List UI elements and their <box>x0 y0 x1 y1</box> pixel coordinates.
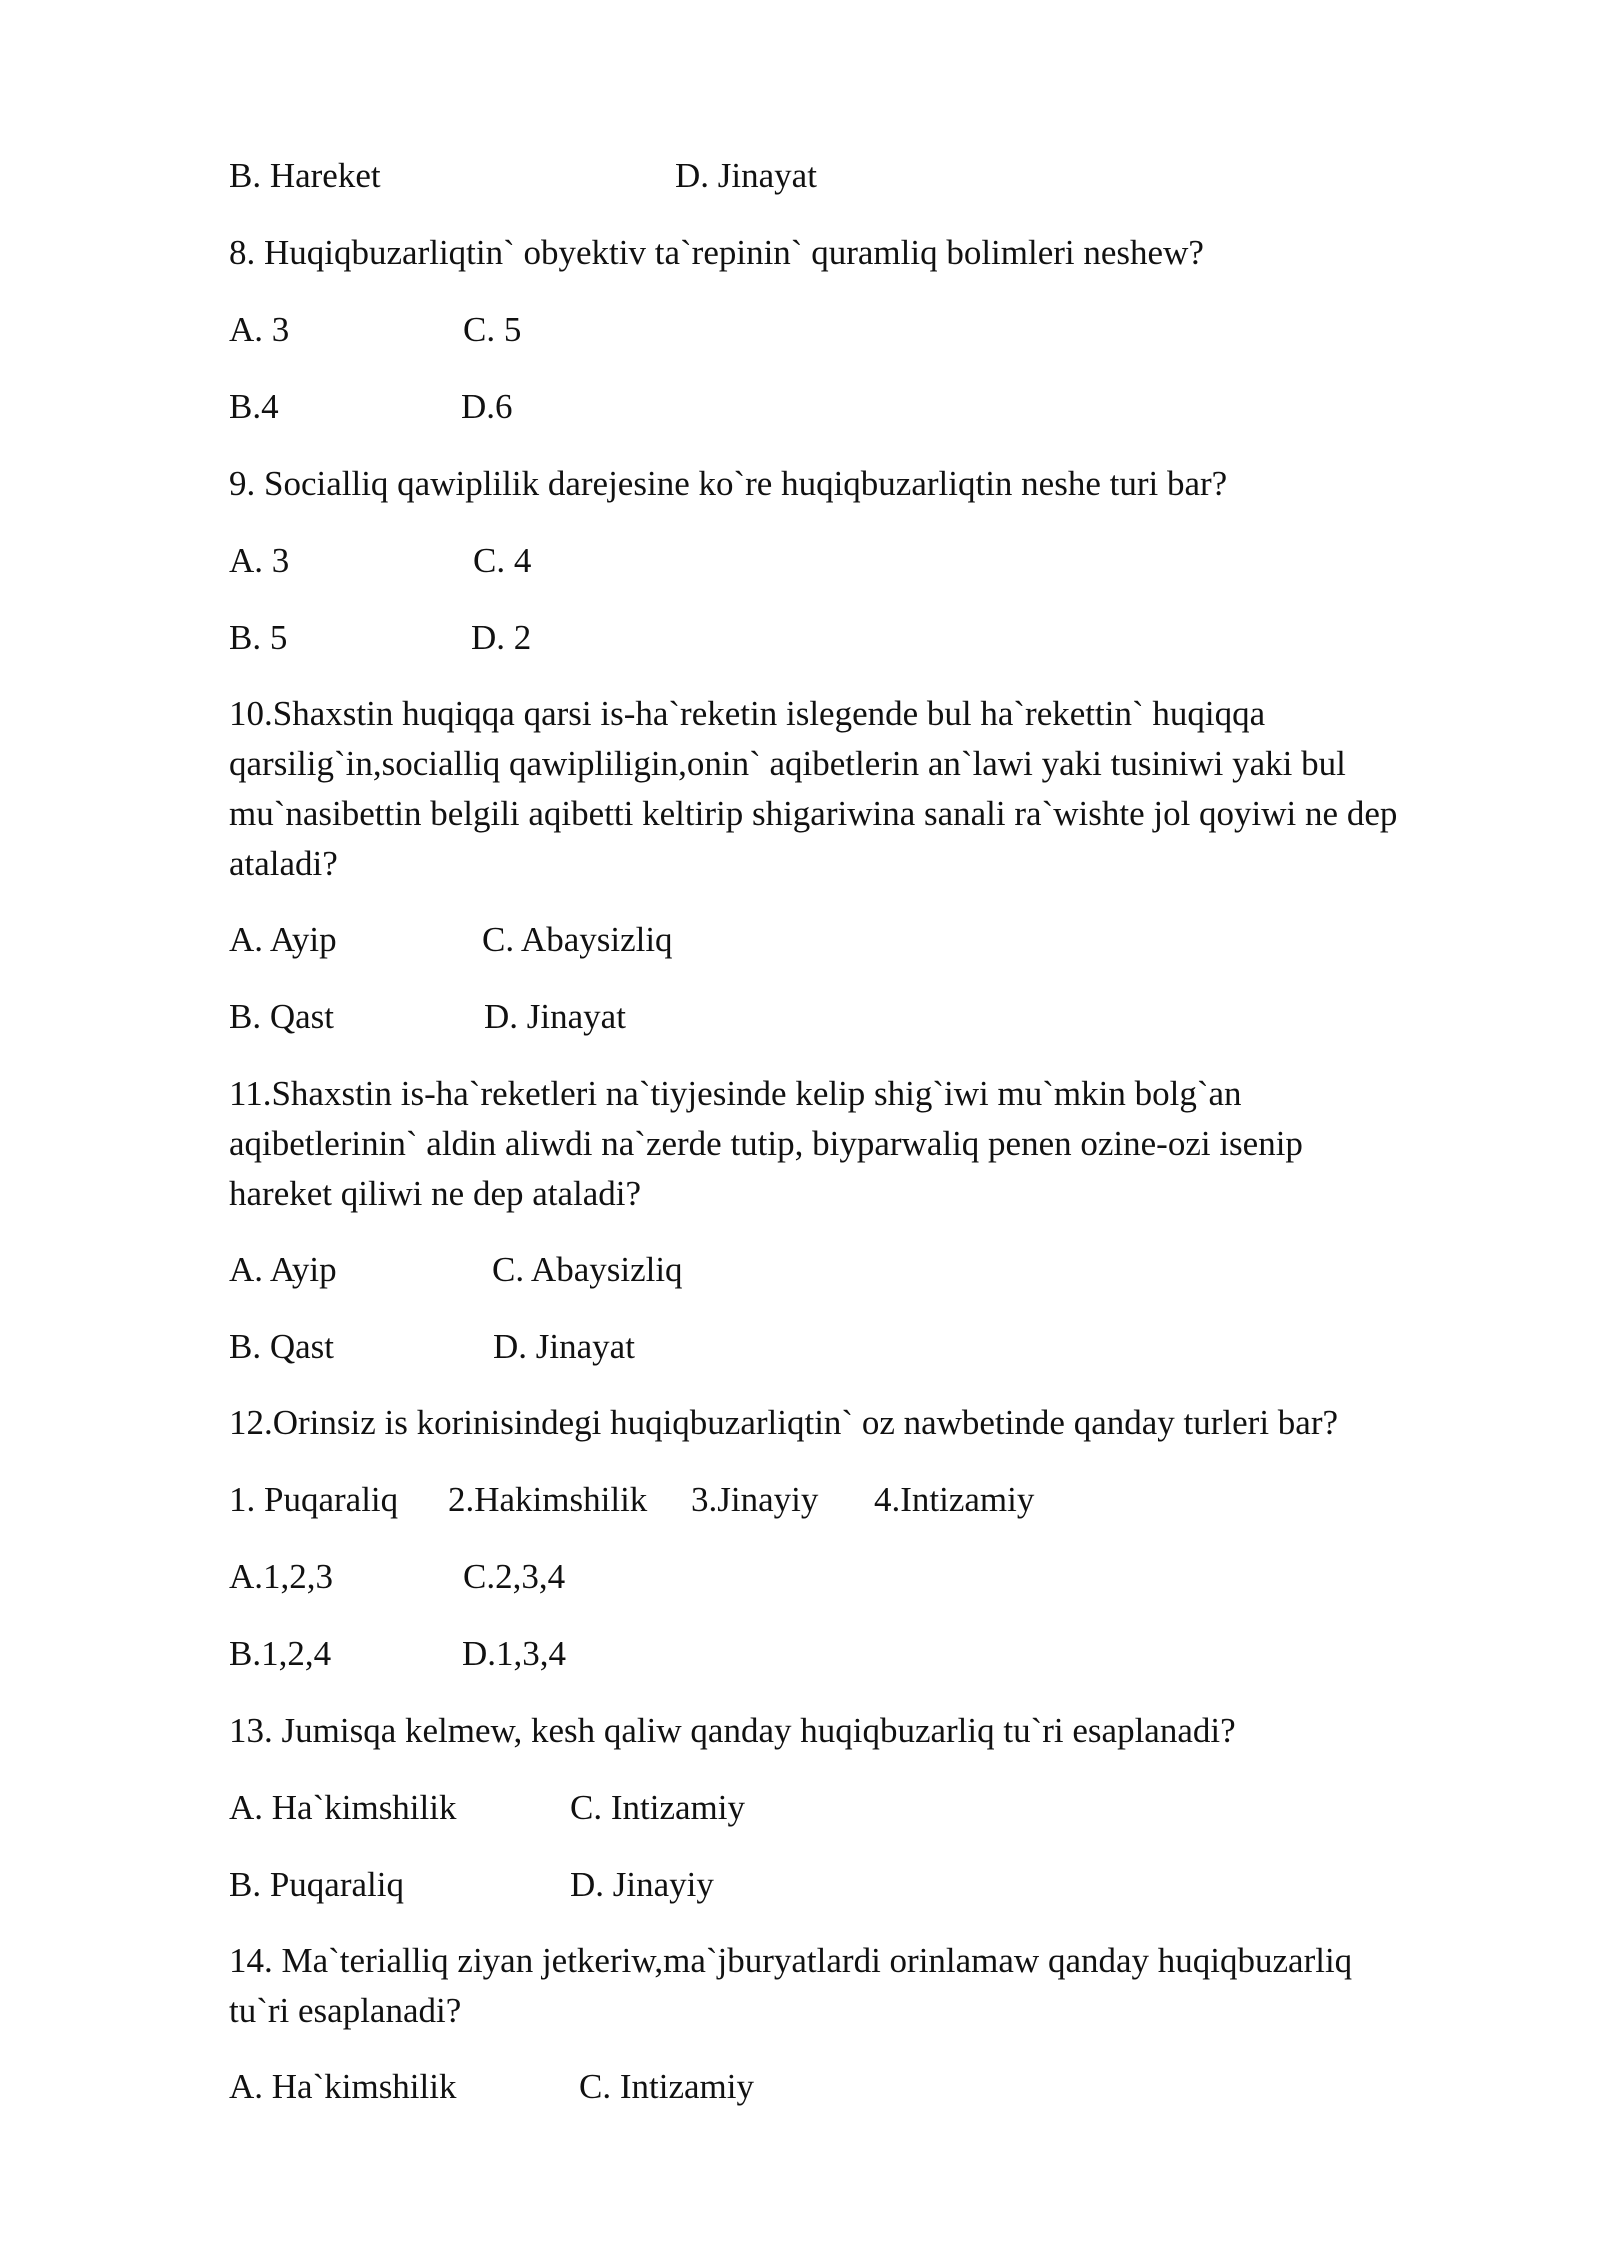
q10-option-c: C. Abaysizliq <box>482 920 673 959</box>
q13-option-b: B. Puqaraliq <box>229 1865 404 1904</box>
q8-option-c: C. 5 <box>463 310 522 349</box>
q8-option-a: A. 3 <box>229 310 290 349</box>
q14-option-c: C. Intizamiy <box>579 2067 754 2106</box>
q13-question: 13. Jumisqa kelmew, kesh qaliw qanday huqiqbuzarliq tu`ri esaplanadi? <box>229 1711 1236 1750</box>
q7-option-b: B. Hareket <box>229 156 381 195</box>
q11-question-line-3: hareket qiliwi ne dep ataladi? <box>229 1174 642 1213</box>
q12-option-c: C.2,3,4 <box>463 1557 566 1596</box>
q11-question-line-2: aqibetlerinin` aldin aliwdi na`zerde tutip, biyparwaliq penen ozine-ozi isenip <box>229 1124 1303 1163</box>
q12-choice-2: 2.Hakimshilik <box>448 1480 648 1519</box>
q14-question-line-2: tu`ri esaplanadi? <box>229 1991 462 2030</box>
q10-option-b: B. Qast <box>229 997 334 1036</box>
q7-option-d: D. Jinayat <box>675 156 817 195</box>
q10-option-d: D. Jinayat <box>484 997 626 1036</box>
q12-choice-1: 1. Puqaraliq <box>229 1480 399 1519</box>
q11-option-b: B. Qast <box>229 1327 334 1366</box>
q12-question: 12.Orinsiz is korinisindegi huqiqbuzarliqtin` oz nawbetinde qanday turleri bar? <box>229 1403 1339 1442</box>
q10-question-line-4: ataladi? <box>229 844 338 883</box>
q9-option-c: C. 4 <box>473 541 532 580</box>
q9-question: 9. Socialliq qawiplilik darejesine ko`re huqiqbuzarliqtin neshe turi bar? <box>229 464 1228 503</box>
q8-question: 8. Huqiqbuzarliqtin` obyektiv ta`repinin` quramliq bolimleri neshew? <box>229 233 1204 272</box>
q9-option-a: A. 3 <box>229 541 290 580</box>
q12-option-a: A.1,2,3 <box>229 1557 334 1596</box>
q11-option-d: D. Jinayat <box>493 1327 635 1366</box>
q10-question-line-2: qarsilig`in,socialliq qawipliligin,onin` aqibetlerin an`lawi yaki tusiniwi yaki bul <box>229 744 1346 783</box>
q10-option-a: A. Ayip <box>229 920 337 959</box>
q12-choice-4: 4.Intizamiy <box>874 1480 1035 1519</box>
q8-option-d: D.6 <box>461 387 513 426</box>
q12-option-d: D.1,3,4 <box>462 1634 567 1673</box>
q13-option-a: A. Ha`kimshilik <box>229 1788 457 1827</box>
q11-option-a: A. Ayip <box>229 1250 337 1289</box>
q14-question-line-1: 14. Ma`terialliq ziyan jetkeriw,ma`jburyatlardi orinlamaw qanday huqiqbuzarliq <box>229 1941 1353 1980</box>
q8-option-b: B.4 <box>229 387 279 426</box>
q10-question-line-1: 10.Shaxstin huqiqqa qarsi is-ha`reketin islegende bul ha`rekettin` huqiqqa <box>229 694 1266 733</box>
q14-option-a: A. Ha`kimshilik <box>229 2067 457 2106</box>
q13-option-d: D. Jinayiy <box>570 1865 714 1904</box>
q12-option-b: B.1,2,4 <box>229 1634 332 1673</box>
q9-option-d: D. 2 <box>471 618 532 657</box>
q11-option-c: C. Abaysizliq <box>492 1250 683 1289</box>
q11-question-line-1: 11.Shaxstin is-ha`reketleri na`tiyjesinde kelip shig`iwi mu`mkin bolg`an <box>229 1074 1242 1113</box>
q10-question-line-3: mu`nasibettin belgili aqibetti keltirip shigariwina sanali ra`wishte jol qoyiwi ne dep <box>229 794 1398 833</box>
q9-option-b: B. 5 <box>229 618 288 657</box>
q12-choice-3: 3.Jinayiy <box>691 1480 819 1519</box>
q13-option-c: C. Intizamiy <box>570 1788 745 1827</box>
